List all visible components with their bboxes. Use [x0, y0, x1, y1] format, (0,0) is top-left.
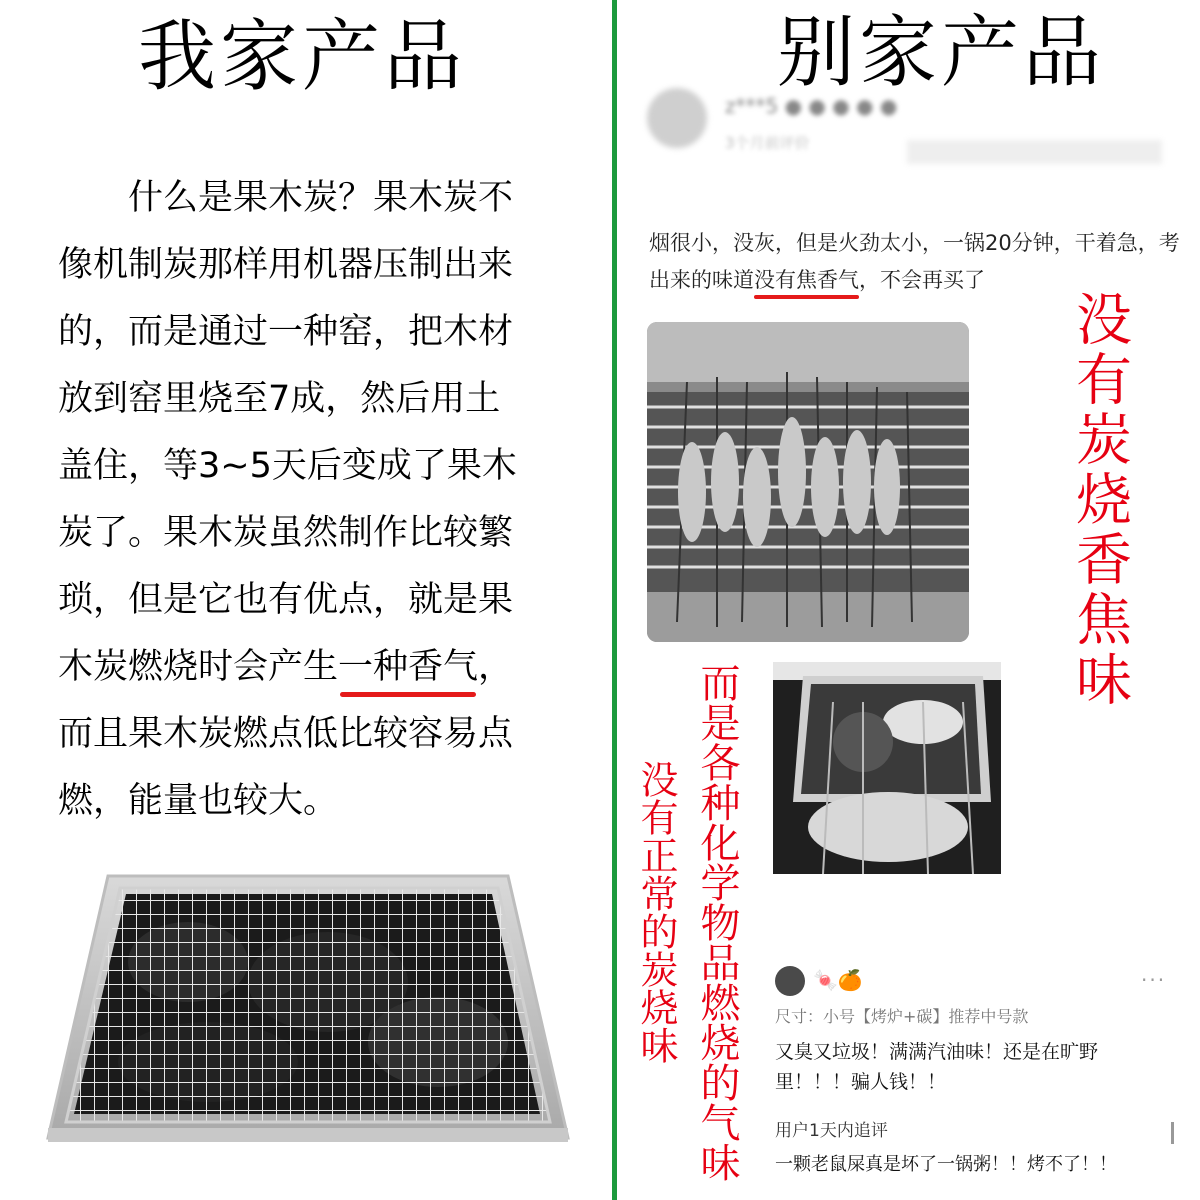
purchased-spec: 尺寸：小号【烤炉+碳】推荐中号款 [775, 1007, 1029, 1026]
follow-up-text: 一颗老鼠屎真是坏了一锅粥！！烤不了！！ [775, 1154, 1117, 1175]
competitor-product-heading: 别家产品 [777, 8, 1106, 98]
description-line: 像机制炭那样用机器压制出来 [58, 245, 514, 285]
description-text: 木炭燃烧时会产生 [58, 647, 339, 687]
review-photo-foil-grill [773, 662, 1001, 874]
competitor-product-panel [617, 0, 1200, 1200]
annotation-chemical-smell: 而是各种化学物品燃烧的气味 [694, 662, 740, 1182]
review-line: 烟很小，没灰，但是火劲太小，一锅20分钟，干着急，考 [649, 231, 1180, 255]
blurred-bar [907, 140, 1162, 164]
no-aroma-highlight: 没有焦香气 [754, 262, 859, 299]
more-icon[interactable]: ··· [1141, 968, 1167, 992]
description-line: 什么是果木炭？果木炭不 [58, 178, 514, 218]
description-line-highlight [58, 634, 578, 701]
description-line: 的，而是通过一种窑，把木材 [58, 312, 514, 352]
follow-up-label: 用户1天内追评 [775, 1121, 888, 1141]
description-line: 燃，能量也较大。 [58, 781, 339, 821]
review-text-part: 出来的味道 [649, 268, 754, 292]
comment-line: 里！！！骗人钱！！ [775, 1071, 947, 1093]
review-text-part: ，不会再买了 [859, 268, 985, 292]
description-line: 盖住，等3~5天后变成了果木 [58, 446, 517, 486]
commenter-badges: 🍬🍊 [813, 968, 863, 992]
review-photo-skewers [647, 322, 969, 642]
description-line: 而且果木炭燃点低比较容易点 [58, 714, 514, 754]
description-line: 琐，但是它也有优点，就是果 [58, 580, 514, 620]
charcoal-grill-photo [38, 872, 578, 1152]
our-product-heading: 我家产品 [138, 12, 467, 102]
fruitwood-charcoal-description [58, 165, 578, 835]
aroma-highlight: 一种香气 [338, 634, 478, 701]
comment-line: 又臭又垃圾！满满汽油味！还是在旷野 [775, 1041, 1099, 1063]
description-line: 炭了。果木炭虽然制作比较繁 [58, 513, 514, 553]
scroll-indicator [1171, 1122, 1174, 1144]
review-text [649, 225, 1194, 299]
reviewer-name-blurred: z***5 ● ● ● ● ● [725, 94, 898, 118]
reviewer-avatar [647, 88, 707, 148]
description-text: ， [478, 647, 514, 687]
comment-text [775, 1037, 1155, 1097]
commenter-avatar [775, 966, 805, 996]
review-date-blurred: 3个月前评价 [725, 134, 810, 152]
annotation-no-normal-smell: 没有正常的炭烧味 [634, 760, 678, 1064]
description-line: 放到窑里烧至7成，然后用土 [58, 379, 501, 419]
annotation-no-charcoal-aroma: 没有炭烧香焦味 [1067, 290, 1132, 710]
